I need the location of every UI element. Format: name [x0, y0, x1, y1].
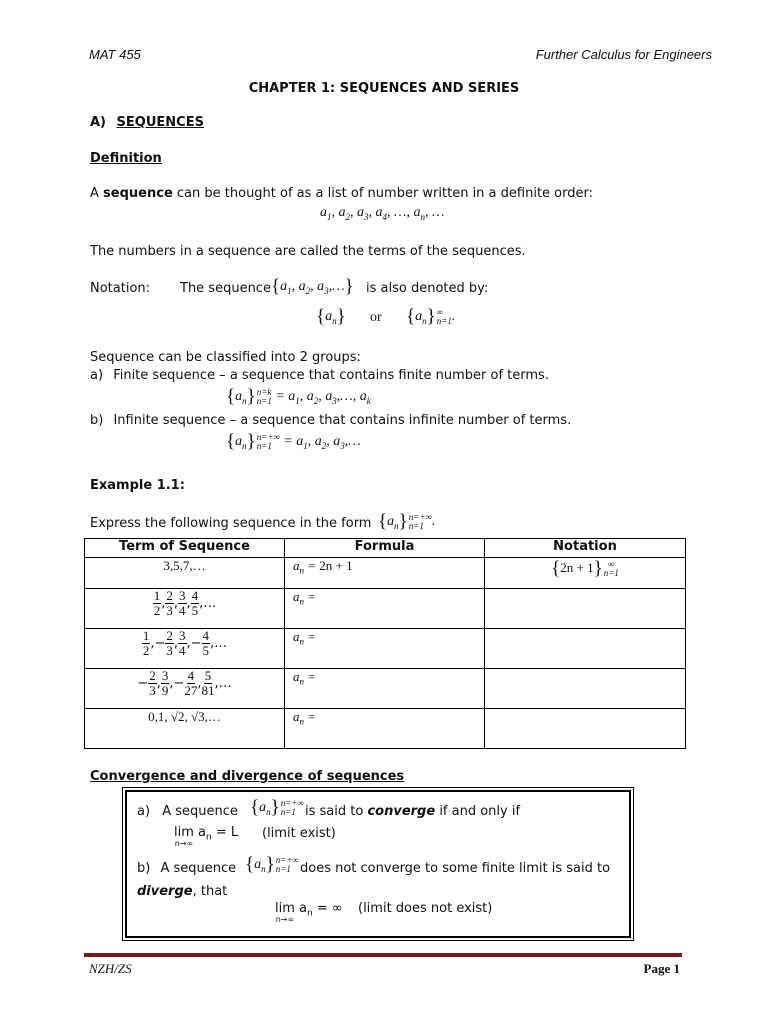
definition-heading: Definition	[90, 151, 162, 166]
diverge-limit-note: (limit does not exist)	[358, 901, 493, 916]
example-prompt: Express the following sequence in the form	[90, 516, 372, 531]
term-cell: 3,5,7,…	[85, 558, 285, 589]
finite-item: a) Finite sequence – a sequence that contains finite number of terms.	[90, 368, 549, 383]
notation-text-post: is also denoted by:	[366, 281, 489, 296]
notation-cell	[485, 669, 686, 709]
classify-text: Sequence can be classified into 2 groups:	[90, 350, 361, 365]
table-header-row	[85, 539, 686, 558]
table-header-formula: Formula	[285, 539, 485, 558]
table-header-term: Term of Sequence	[85, 539, 285, 558]
table-header-notation: Notation	[485, 539, 686, 558]
diverge-definition: b) A sequence	[137, 861, 237, 876]
converge-limit-note: (limit exist)	[262, 826, 336, 841]
table-row	[85, 629, 686, 669]
term-sequence: sequence	[103, 186, 173, 201]
formula-cell: $a_n$ =	[285, 709, 485, 749]
notation-text-pre: The sequence	[180, 281, 271, 296]
terms-text: The numbers in a sequence are called the terms of the sequences.	[90, 244, 526, 259]
formula-cell: $a_n$ =	[285, 589, 485, 629]
table-row	[85, 669, 686, 709]
diverge-sequence-formula: $\{a_n\}$ n=+∞ n=1	[245, 854, 299, 875]
infinite-item: b) Infinite sequence – a sequence that contains infinite number of terms.	[90, 413, 572, 428]
notation-or: or	[370, 310, 382, 325]
footer-left: NZH/ZS	[89, 961, 132, 976]
definition-formula: $a_1$, $a_2$, $a_3$, $a_4$, …, $a_n$, …	[320, 205, 445, 222]
notation-cell	[485, 589, 686, 629]
notation-sequence-formula: {$a_1$, $a_2$, $a_3,\dots$}	[271, 276, 354, 297]
converge-limit: lim n→∞ $a_n = L$	[174, 825, 239, 848]
notation-infinite-form: $\{a_n\}$ ∞ n=1 .	[406, 306, 456, 327]
header-course-title: Further Calculus for Engineers	[535, 47, 712, 62]
page-number: Page 1	[643, 961, 680, 976]
chapter-title: CHAPTER 1: SEQUENCES AND SERIES	[248, 81, 520, 96]
formula-cell: $a_n = 2n + 1$	[285, 558, 485, 589]
header-course-code: MAT 455	[89, 47, 141, 62]
sequence-table	[84, 538, 686, 749]
notation-short-form: $\{a_n\}$	[316, 306, 346, 327]
footer-rule	[84, 953, 682, 957]
section-heading	[90, 115, 204, 130]
converge-definition-tail: is said to converge if and only if	[305, 804, 521, 819]
table-row	[85, 709, 686, 749]
term-cell: $\frac{1}{2}$ ,− $\frac{2}{3}$ , $\frac{3}{4}$ ,− $\frac{4}{5}$ ,…	[85, 629, 285, 669]
table-row	[85, 558, 686, 589]
finite-formula: $\{a_n\}$ n=k n=1 = $a_1$, $a_2$, $a_3,\dots$, $a_k$	[226, 386, 371, 407]
converge-definition: a) A sequence	[137, 804, 238, 819]
definition-text: A sequence can be thought of as a list of number written in a definite order:	[90, 186, 593, 201]
table-row	[85, 589, 686, 629]
term-cell: $\frac{1}{2}$ , $\frac{2}{3}$ , $\frac{3}{4}$ , $\frac{4}{5}$ ,…	[85, 589, 285, 629]
example-form-formula: $\{a_n\}$ n=+∞ n=1 .	[378, 511, 436, 532]
term-cell: 0,1, √2, √3,…	[85, 709, 285, 749]
formula-cell: $a_n$ =	[285, 629, 485, 669]
notation-label: Notation:	[90, 281, 151, 296]
notation-cell	[485, 629, 686, 669]
converge-sequence-formula: $\{a_n\}$ n=+∞ n=1	[250, 797, 304, 818]
section-title: SEQUENCES	[116, 115, 204, 130]
term-cell: − $\frac{2}{3}$ , $\frac{3}{9}$ ,− $\frac{4}{27}$ , $\frac{5}{81}$ ,…	[85, 669, 285, 709]
diverge-limit: lim n→∞ $a_n$ = ∞	[275, 901, 343, 924]
infinite-formula: $\{a_n\}$ n=+∞ n=1 = $a_1$, $a_2$, $a_3,\dots$	[226, 431, 361, 452]
diverge-line2: diverge, that	[137, 884, 228, 899]
notation-cell: {2n + 1} ∞ n=1	[485, 558, 686, 589]
diverge-definition-tail: does not converge to some finite limit is said to	[300, 861, 611, 876]
example-title: Example 1.1:	[90, 478, 185, 493]
convergence-heading: Convergence and divergence of sequences	[90, 769, 405, 784]
section-letter: A)	[90, 115, 107, 130]
formula-cell: $a_n$ =	[285, 669, 485, 709]
notation-cell	[485, 709, 686, 749]
